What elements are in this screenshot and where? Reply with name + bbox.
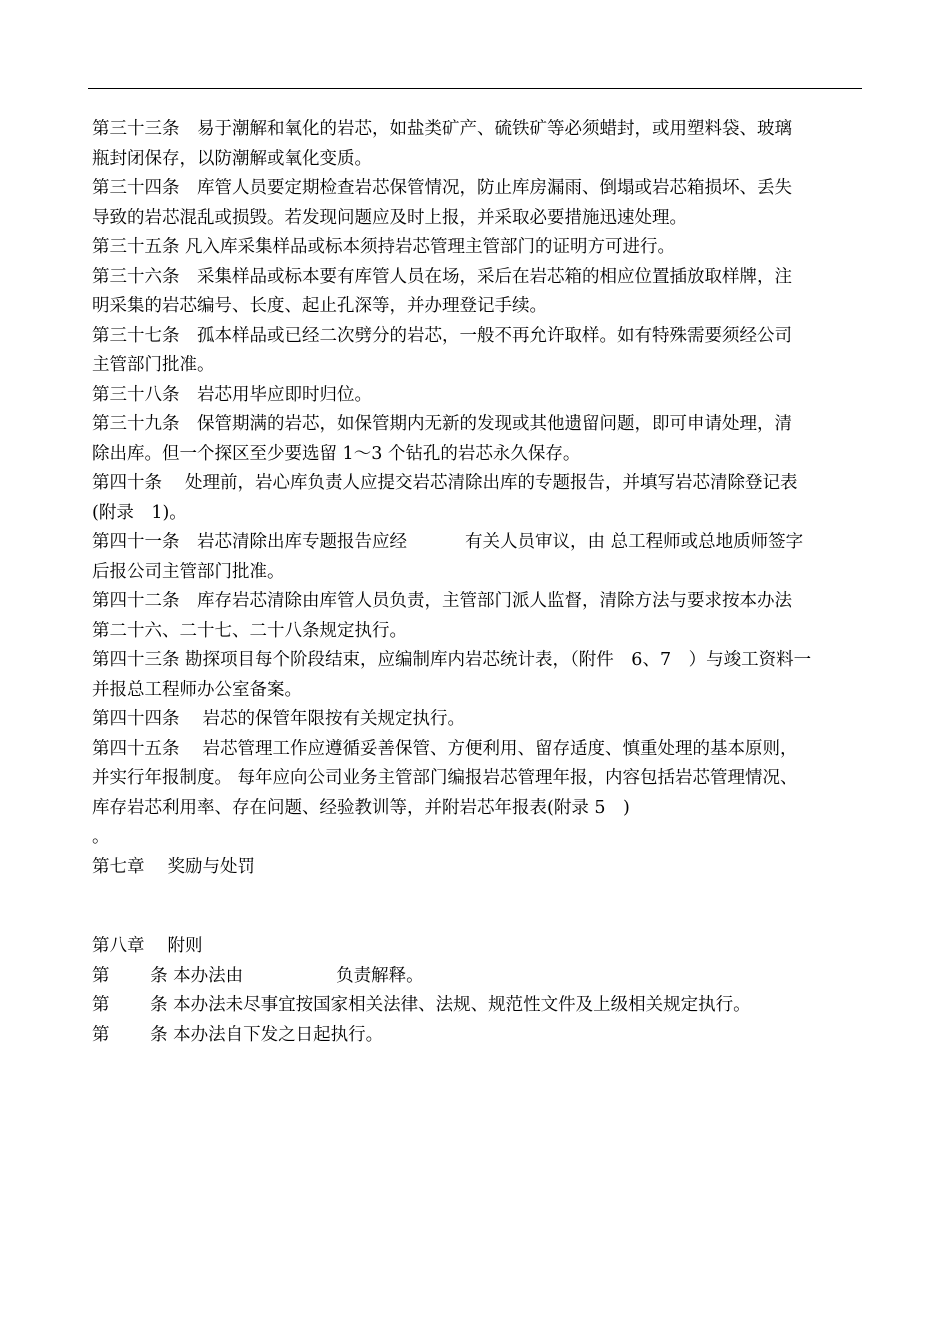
article-35 <box>92 233 862 263</box>
article-37 <box>92 322 862 381</box>
article-line: 第四十一条 岩芯清除出库专题报告应经 有关人员审议，由 总工程师或总地质师签字 <box>92 532 804 552</box>
article-line: 第四十条 处理前，岩心库负责人应提交岩芯清除出库的专题报告，并填写岩芯清除登记表 <box>92 473 798 493</box>
article-line: 除出库。但一个探区至少要选留 1～3 个钻孔的岩芯永久保存。 <box>92 443 581 464</box>
article-36 <box>92 263 862 322</box>
article-line: (附录 1)。 <box>92 502 187 523</box>
article-line: 第三十六条 采集样品或标本要有库管人员在场，采后在岩芯箱的相应位置插放取样牌，注 <box>92 266 792 287</box>
article-line: 明采集的岩芯编号、长度、起止孔深等，并办理登记手续。 <box>92 296 547 316</box>
final-article-3: 第 条 本办法自下发之日起执行。 <box>92 1024 384 1045</box>
article-line: 导致的岩芯混乱或损毁。若发现问题应及时上报，并采取必要措施迅速处理。 <box>92 207 687 228</box>
article-line: 主管部门批准。 <box>92 355 215 375</box>
article-line: 第四十四条 岩芯的保管年限按有关规定执行。 <box>92 709 466 729</box>
article-39 <box>92 410 862 469</box>
article-33 <box>92 115 862 174</box>
article-line: 瓶封闭保存，以防潮解或氧化变质。 <box>92 148 372 169</box>
article-45 <box>92 735 862 853</box>
article-38 <box>92 381 862 411</box>
article-line: 第四十二条 库存岩芯清除由库管人员负责，主管部门派人监督，清除方法与要求按本办法 <box>92 591 792 611</box>
article-line: 第二十六、二十七、二十八条规定执行。 <box>92 620 407 641</box>
chapter-8-heading: 第八章 附则 <box>92 936 203 956</box>
article-44 <box>92 705 862 735</box>
spacer <box>92 882 862 932</box>
article-40 <box>92 469 862 528</box>
article-34 <box>92 174 862 233</box>
article-line: 第四十三条 勘探项目每个阶段结束，应编制库内岩芯统计表，（附件 6、7 ）与竣工资料一 <box>92 650 812 670</box>
final-article-1: 第 条 本办法由 负责解释。 <box>92 965 424 986</box>
article-line: 第三十四条 库管人员要定期检查岩芯保管情况，防止库房漏雨、倒塌或岩芯箱损坏、丢失 <box>92 178 792 198</box>
chapter-7-heading: 第七章 奖励与处罚 <box>92 856 256 877</box>
final-article-2: 第 条 本办法未尽事宜按国家相关法律、法规、规范性文件及上级相关规定执行。 <box>92 995 751 1015</box>
article-line: 第三十五条 凡入库采集样品或标本须持岩芯管理主管部门的证明方可进行。 <box>92 237 676 257</box>
article-43 <box>92 646 862 705</box>
article-line: 第三十九条 保管期满的岩芯，如保管期内无新的发现或其他遗留问题，即可申请处理，清 <box>92 414 792 434</box>
article-line: 后报公司主管部门批准。 <box>92 561 285 582</box>
article-line: 并报总工程师办公室备案。 <box>92 679 302 700</box>
article-line: 库存岩芯利用率、存在问题、经验教训等，并附岩芯年报表(附录 5 ) <box>92 797 630 818</box>
article-line: 第三十八条 岩芯用毕应即时归位。 <box>92 384 372 405</box>
article-line: 。 <box>92 827 110 847</box>
article-line: 第四十五条 岩芯管理工作应遵循妥善保管、方便利用、留存适度、慎重处理的基本原则， <box>92 738 798 759</box>
article-line: 第三十七条 孤本样品或已经二次劈分的岩芯，一般不再允许取样。如有特殊需要须经公司 <box>92 325 792 346</box>
article-41 <box>92 528 862 587</box>
header-rule <box>88 88 862 89</box>
document-body <box>92 115 862 1050</box>
article-line: 并实行年报制度。 每年应向公司业务主管部门编报岩芯管理年报，内容包括岩芯管理情况、 <box>92 768 798 788</box>
article-42 <box>92 587 862 646</box>
article-line: 第三十三条 易于潮解和氧化的岩芯，如盐类矿产、硫铁矿等必须蜡封，或用塑料袋、玻璃 <box>92 119 792 139</box>
